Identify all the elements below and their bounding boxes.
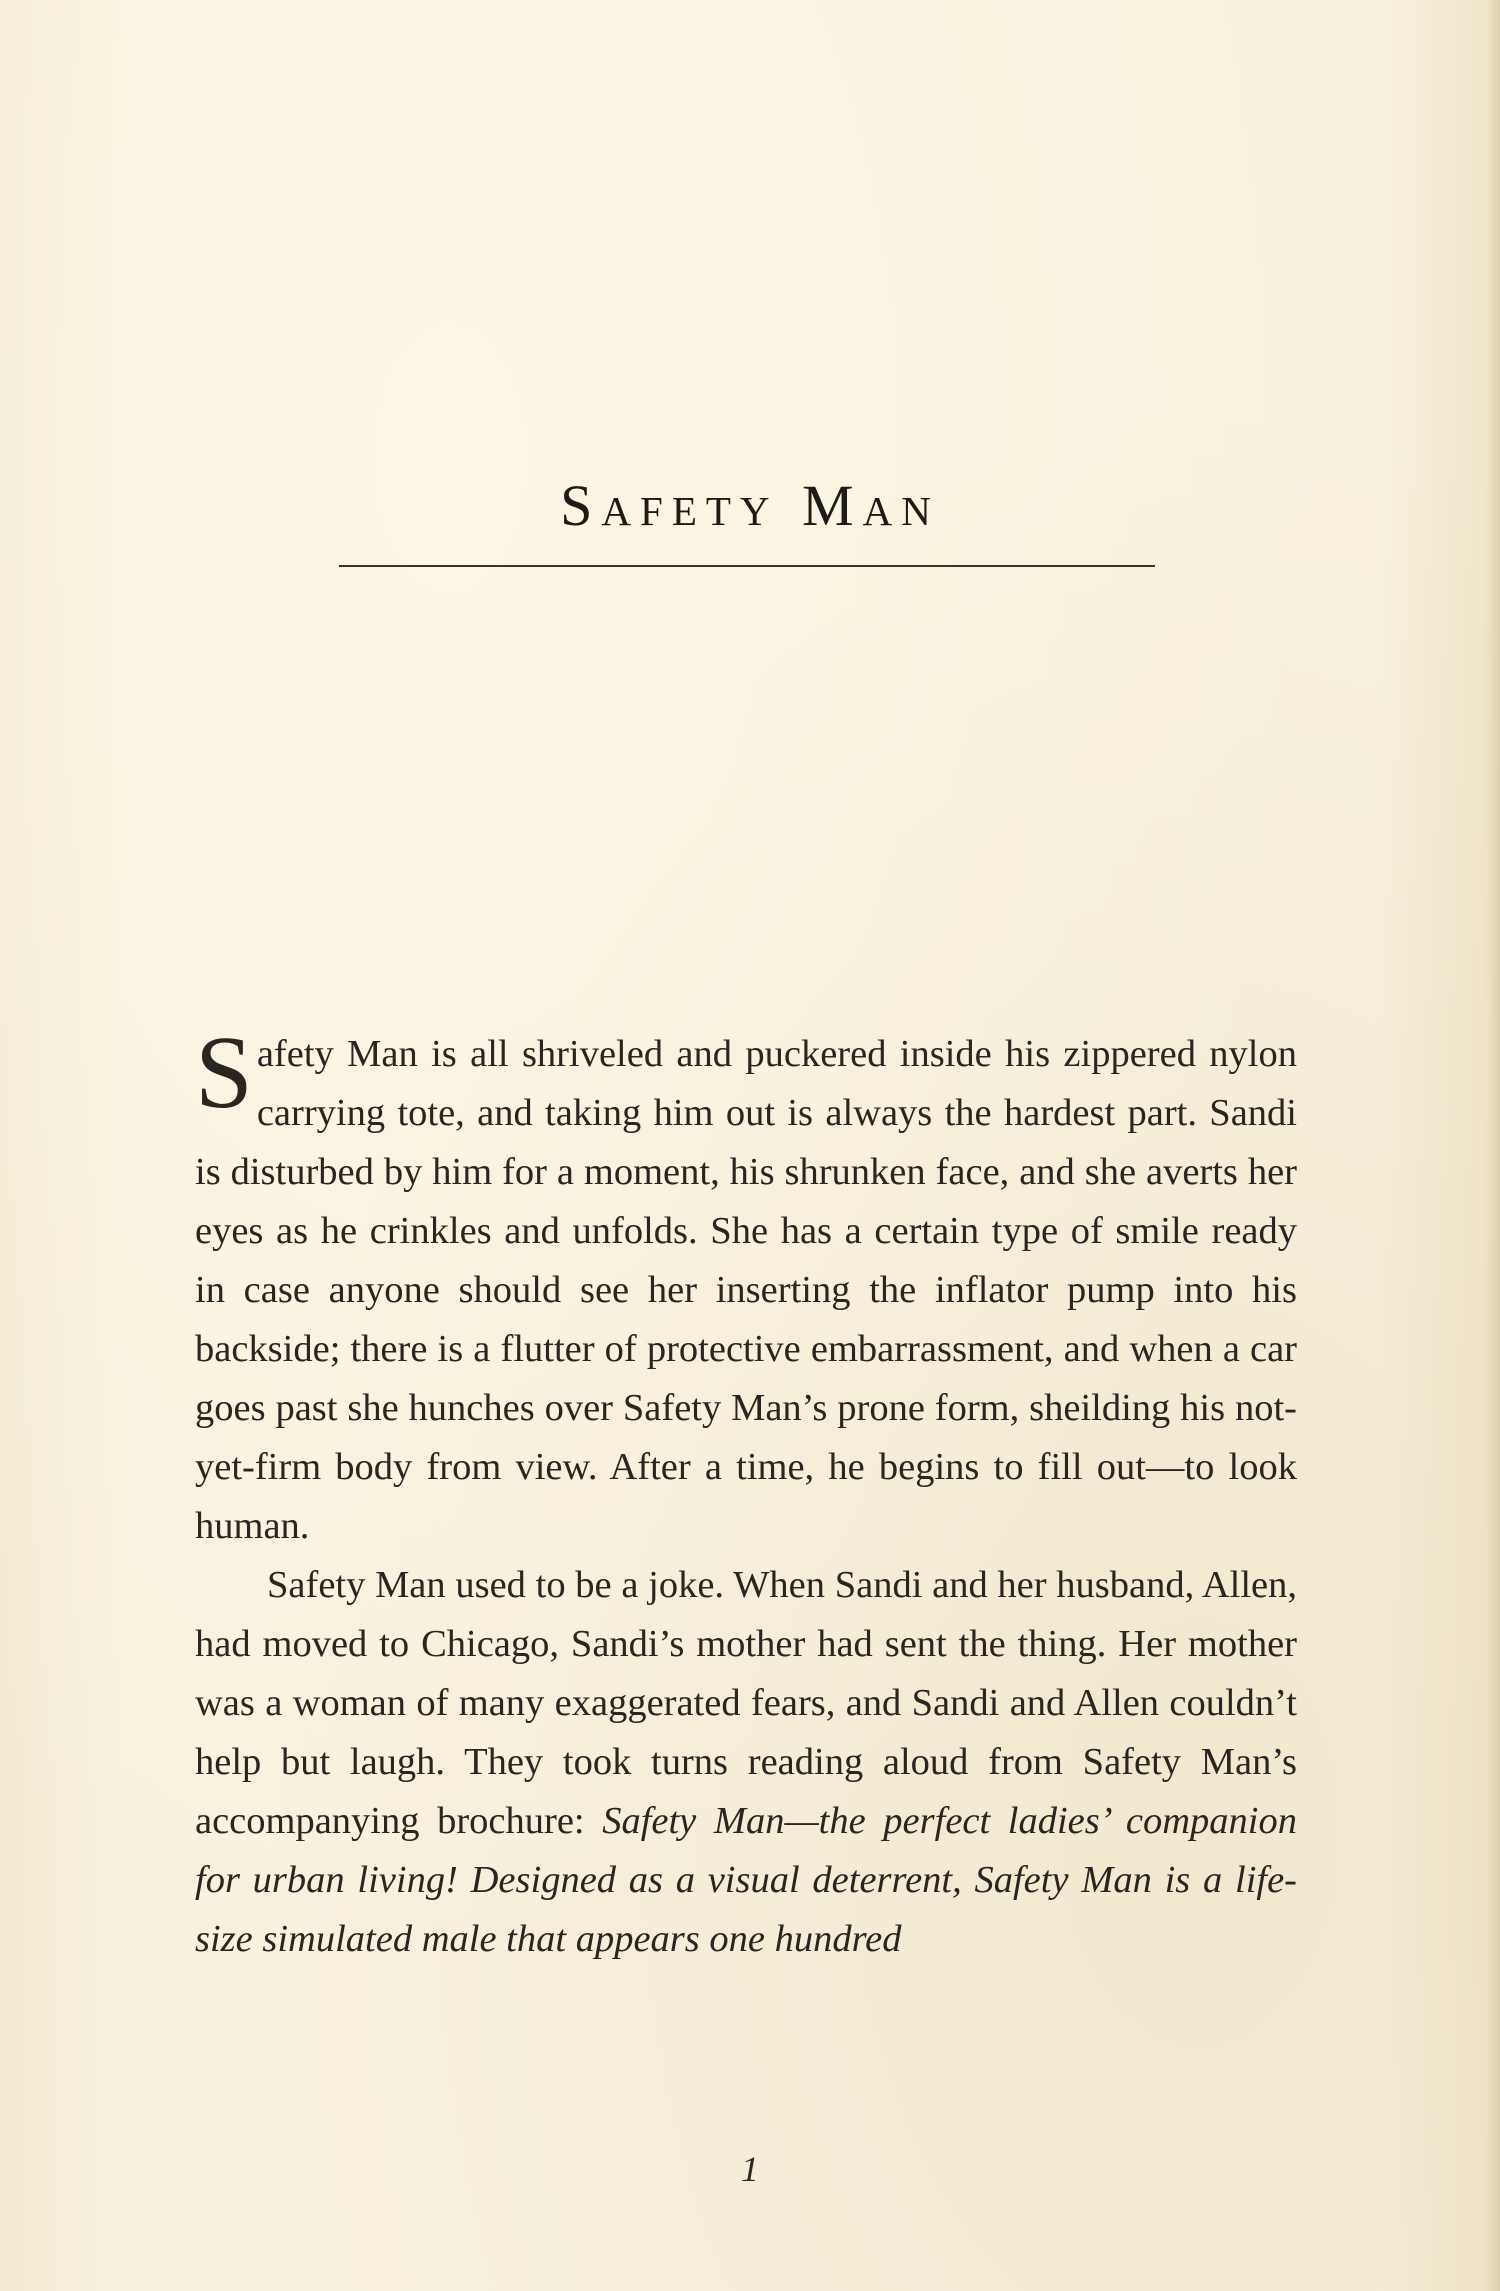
brochure-quote: Safety Man—the perfect ladies’ companion for urban living! Designed as a visual deterrent, Safety Man is a life-size simulated male that appears one hundred <box>195 1800 1297 1960</box>
page-number: 1 <box>741 2149 759 2189</box>
page-edge-shadow <box>1486 0 1500 2291</box>
body-text <box>195 1015 1297 1969</box>
title-rule <box>339 565 1155 567</box>
paragraph-1-text: afety Man is all shriveled and puckered inside his zippered nylon carrying tote, and taking him out is always the hardest part. Sandi is disturbed by him for a moment, his shrunken face, and she averts her eyes as he crinkles and unfolds. She has a certain type of smile ready in case anyone should see her inserting the inflator pump into his backside; there is a flutter of protective embarrassment, and when a car goes past she hunches over Safety Man’s prone form, sheilding his not-yet-firm body from view. After a time, he begins to fill out—to look human. <box>195 1033 1297 1547</box>
paragraph-1 <box>195 1015 1297 1556</box>
chapter-title: Safety Man <box>560 473 940 538</box>
paragraph-2-text: Safety Man used to be a joke. When Sandi and her husband, Allen, had moved to Chicago, Sandi’s mother had sent the thing. Her mother was a woman of many exaggerated fears, and Sandi and Allen couldn’t help but laugh. They took turns reading aloud from Safety Man’s accompanying brochure: <box>195 1564 1297 1842</box>
drop-cap: S <box>195 1015 253 1130</box>
paragraph-2 <box>195 1556 1297 1969</box>
